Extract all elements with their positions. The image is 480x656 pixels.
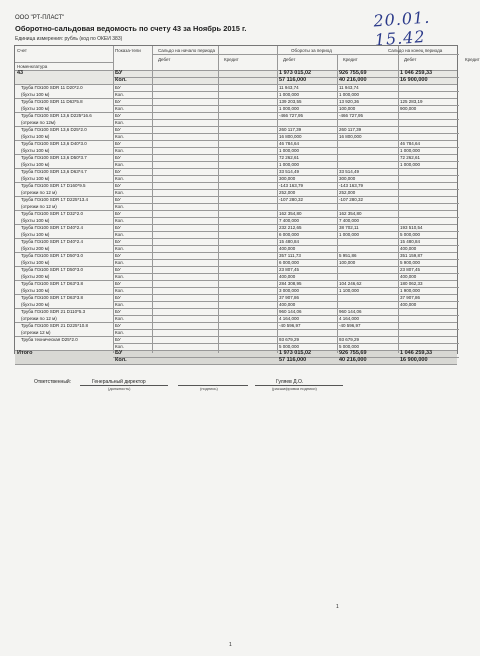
value-cd-qty: 1 000,000 xyxy=(400,148,421,153)
value-oc-sum: -466 727,95 xyxy=(339,113,364,118)
value-cd-qty: 400,000 xyxy=(400,302,417,307)
header-credit: Кредит xyxy=(343,57,358,62)
value-oc-sum: 13 920,36 xyxy=(339,99,360,104)
value-od-sum: -107 280,32 xyxy=(279,197,304,202)
indicator-bu: БУ xyxy=(115,337,121,342)
indicator-kol: Кол. xyxy=(115,120,124,125)
nomenclature-name: Труба ПЭ100 SDR 17 D225*13.4 xyxy=(21,197,88,202)
indicator-kol: Кол. xyxy=(115,288,124,293)
value-oc-qty: 1 000,000 xyxy=(339,92,360,97)
nomenclature-note: (бухты 100 м) xyxy=(21,148,50,153)
indicator-bu: БУ xyxy=(115,127,121,132)
report-title: Оборотно-сальдовая ведомость по счету 43 за Ноябрь 2015 г. xyxy=(15,24,247,33)
nomenclature-name: Труба ПЭ100 SDR 13,6 D63*4.7 xyxy=(21,169,87,174)
value-oc-sum: 33 514,49 xyxy=(339,169,360,174)
value-cd-sum: 125 283,19 xyxy=(400,99,423,104)
position-text: Генеральный директор xyxy=(92,379,146,385)
value-cd-qty: 16 900,000 xyxy=(400,357,428,363)
value-od-qty: 6 000,000 xyxy=(279,260,300,265)
value-od-qty: 5 000,000 xyxy=(279,344,300,349)
nomenclature-name: Труба ПЭ100 SDR 13,6 D50*3.7 xyxy=(21,155,87,160)
value-od-qty: 3 000,000 xyxy=(279,288,300,293)
indicator-bu: БУ xyxy=(115,281,121,286)
indicator-kol: Кол. xyxy=(115,302,124,307)
nomenclature-note: (бухты 100 м) xyxy=(21,92,50,97)
indicator-bu: БУ xyxy=(115,85,121,90)
value-oc-sum: -107 280,32 xyxy=(339,197,364,202)
value-oc-sum: 5 951,86 xyxy=(339,253,357,258)
value-oc-qty: 1 100,000 xyxy=(339,288,360,293)
indicator-kol: Кол. xyxy=(115,274,124,279)
indicator-kol: Кол. xyxy=(115,357,127,363)
value-oc-qty: 100,000 xyxy=(339,260,356,265)
nomenclature-note: (отрезки по 12 м) xyxy=(21,190,57,195)
column-divider xyxy=(113,46,114,353)
indicator-kol: Кол. xyxy=(115,176,124,181)
header-debit: Дебет xyxy=(283,57,296,62)
indicator-bu: БУ xyxy=(115,267,121,272)
nomenclature-note: (бухты 100 м) xyxy=(21,162,50,167)
value-cd-qty: 1 900,000 xyxy=(400,288,421,293)
value-od-qty: 400,000 xyxy=(279,246,296,251)
header-closing: Сальдо на конец периода xyxy=(388,48,443,53)
name-caption: (расшифровка подписи) xyxy=(272,386,317,391)
indicator-kol: Кол. xyxy=(115,232,124,237)
value-od-sum: 23 807,45 xyxy=(279,267,300,272)
value-od-qty: 57 116,000 xyxy=(279,357,307,363)
indicator-bu: БУ xyxy=(115,211,121,216)
nomenclature-name: Труба ПЭ100 SDR 13,6 D225*16.6 xyxy=(21,113,92,118)
value-cd-sum: 1 046 259,33 xyxy=(400,70,433,76)
nomenclature-note: (бухты 100 м) xyxy=(21,232,50,237)
value-od-sum: 15 480,84 xyxy=(279,239,300,244)
row-subdivider xyxy=(113,119,459,120)
indicator-bu: БУ xyxy=(115,169,121,174)
value-cd-sum: 72 262,61 xyxy=(400,155,421,160)
header-divider xyxy=(15,62,113,63)
value-od-sum: 72 262,61 xyxy=(279,155,300,160)
nomenclature-name: Труба ПЭ100 SDR 17 D40*2.4 xyxy=(21,239,83,244)
header-turnover: Обороты за период xyxy=(291,48,332,53)
indicator-bu: БУ xyxy=(115,155,121,160)
value-cd-qty: 400,000 xyxy=(400,274,417,279)
value-od-sum: -466 727,95 xyxy=(279,113,304,118)
header-opening: Сальдо на начало периода xyxy=(158,48,216,53)
value-od-sum: 260 117,39 xyxy=(279,127,302,132)
value-od-sum: 357 111,73 xyxy=(279,253,301,258)
value-cd-sum: 46 784,64 xyxy=(400,141,421,146)
value-od-qty: 6 000,000 xyxy=(279,232,300,237)
value-od-sum: 1 973 015,02 xyxy=(279,350,312,356)
value-cd-qty: 900,000 xyxy=(400,106,417,111)
indicator-kol: Кол. xyxy=(115,204,124,209)
nomenclature-note: (бухты 100 м) xyxy=(21,218,50,223)
indicator-bu: БУ xyxy=(115,141,121,146)
value-oc-qty: 7 400,000 xyxy=(339,218,360,223)
nomenclature-name: Итого xyxy=(17,350,33,356)
nomenclature-note: (отрезки по 12 м) xyxy=(21,316,57,321)
nomenclature-name: Труба ПЭ100 SDR 11 D20*2.0 xyxy=(21,85,83,90)
indicator-kol: Кол. xyxy=(115,260,124,265)
column-divider xyxy=(152,46,153,353)
value-od-qty: 300,000 xyxy=(279,176,296,181)
nomenclature-name: Труба ПЭ100 SDR 21 D110*5.3 xyxy=(21,309,86,314)
header-debit: Дебет xyxy=(158,57,171,62)
nomenclature-name: Труба ПЭ100 SDR 17 D63*3.8 xyxy=(21,295,83,300)
indicator-bu: БУ xyxy=(115,309,121,314)
value-od-qty: 252,000 xyxy=(279,190,296,195)
indicator-kol: Кол. xyxy=(115,316,124,321)
value-od-qty: 4 164,000 xyxy=(279,316,300,321)
column-divider xyxy=(398,46,399,353)
value-od-qty: 400,000 xyxy=(279,274,296,279)
report-table xyxy=(14,45,480,363)
value-oc-sum: -40 596,97 xyxy=(339,323,361,328)
value-od-sum: 46 784,64 xyxy=(279,141,300,146)
nomenclature-name: Труба ПЭ100 SDR 13,6 D25*2.0 xyxy=(21,127,87,132)
indicator-bu: БУ xyxy=(115,225,121,230)
indicator-kol: Кол. xyxy=(115,330,124,335)
column-divider xyxy=(277,46,278,353)
row-divider xyxy=(15,364,457,365)
nomenclature-note: (отрезки по 12м) xyxy=(21,120,56,125)
header-divider xyxy=(152,54,459,55)
value-cd-sum: 180 062,33 xyxy=(400,281,423,286)
nomenclature-name: 43 xyxy=(17,70,24,76)
nomenclature-note: (бухты 100 м) xyxy=(21,134,50,139)
value-od-sum: 284 308,95 xyxy=(279,281,302,286)
value-oc-sum: 38 702,11 xyxy=(339,225,359,230)
indicator-kol: Кол. xyxy=(115,134,124,139)
indicator-bu: БУ xyxy=(115,295,121,300)
indicator-bu: БУ xyxy=(115,70,123,76)
value-cd-qty: 1 000,000 xyxy=(400,162,421,167)
nomenclature-name: Труба ПЭ100 SDR 17 D63*3.8 xyxy=(21,281,83,286)
value-oc-qty: 40 216,000 xyxy=(339,77,367,83)
indicator-kol: Кол. xyxy=(115,218,124,223)
nomenclature-note: (отрезки 12 м) xyxy=(21,330,51,335)
indicator-bu: БУ xyxy=(115,99,121,104)
value-oc-sum: 104 246,62 xyxy=(339,281,362,286)
value-od-qty: 400,000 xyxy=(279,302,296,307)
value-cd-sum: 193 510,54 xyxy=(400,225,423,230)
indicator-kol: Кол. xyxy=(115,106,124,111)
header-indicator: Показа-тели xyxy=(115,48,141,53)
indicator-bu: БУ xyxy=(115,239,121,244)
value-oc-qty: 16 800,000 xyxy=(339,134,362,139)
value-cd-qty: 5 000,000 xyxy=(400,232,421,237)
value-oc-qty: 4 164,000 xyxy=(339,316,360,321)
value-cd-qty: 400,000 xyxy=(400,246,417,251)
nomenclature-name: Труба техническая D25*2.0 xyxy=(21,337,78,342)
value-cd-qty: 16 900,000 xyxy=(400,77,428,83)
indicator-kol: Кол. xyxy=(115,92,124,97)
value-od-qty: 16 800,000 xyxy=(279,134,302,139)
value-od-sum: 139 203,55 xyxy=(279,99,302,104)
responsible-label: Ответственный: xyxy=(34,379,72,385)
indicator-bu: БУ xyxy=(115,183,121,188)
signature-caption: (подпись) xyxy=(200,386,218,391)
value-od-sum: 1 973 015,02 xyxy=(279,70,312,76)
value-oc-sum: 260 117,39 xyxy=(339,127,362,132)
page-number-bottom: 1 xyxy=(229,642,232,648)
value-oc-sum: 93 679,29 xyxy=(339,337,360,342)
value-cd-qty: 5 900,000 xyxy=(400,260,421,265)
value-od-sum: 37 907,86 xyxy=(279,295,300,300)
indicator-bu: БУ xyxy=(115,350,123,356)
value-od-sum: 33 514,49 xyxy=(279,169,300,174)
org-name: ООО "РТ-ПЛАСТ" xyxy=(15,15,65,21)
value-oc-sum: 162 354,80 xyxy=(339,211,362,216)
value-oc-qty: 1 000,000 xyxy=(339,232,360,237)
value-oc-sum: 926 755,69 xyxy=(339,350,367,356)
value-od-sum: 232 212,65 xyxy=(279,225,302,230)
indicator-kol: Кол. xyxy=(115,162,124,167)
nomenclature-note: (бухты 100 м) xyxy=(21,288,50,293)
value-cd-sum: 37 907,86 xyxy=(400,295,421,300)
signer-name: Гуляев Д.О. xyxy=(276,379,304,385)
header-account: Счет xyxy=(17,48,27,53)
value-od-sum: -143 163,79 xyxy=(279,183,304,188)
handwritten-stamp: 20.01. 15.42 xyxy=(372,7,431,50)
nomenclature-name: Труба ПЭ100 SDR 11 D63*5.8 xyxy=(21,99,83,104)
value-od-qty: 1 000,000 xyxy=(279,106,300,111)
value-oc-qty: 100,000 xyxy=(339,106,356,111)
value-cd-sum: 1 046 259,33 xyxy=(400,350,433,356)
column-divider xyxy=(218,46,219,353)
page-number-top: 1 xyxy=(336,604,339,610)
value-od-sum: -40 596,97 xyxy=(279,323,301,328)
value-cd-sum: 23 807,45 xyxy=(400,267,421,272)
nomenclature-note: (бухты 100 м) xyxy=(21,106,50,111)
value-oc-sum: 11 943,74 xyxy=(339,85,359,90)
header-credit: Кредит xyxy=(465,57,480,62)
indicator-bu: БУ xyxy=(115,113,121,118)
row-subdivider xyxy=(113,329,459,330)
nomenclature-note: (отрезки по 12 м) xyxy=(21,204,57,209)
indicator-bu: БУ xyxy=(115,253,121,258)
value-cd-sum: 351 159,87 xyxy=(400,253,423,258)
value-od-qty: 57 116,000 xyxy=(279,77,307,83)
value-od-qty: 7 400,000 xyxy=(279,218,300,223)
value-oc-qty: 252,000 xyxy=(339,190,356,195)
value-od-sum: 960 144,06 xyxy=(279,309,302,314)
nomenclature-name: Труба ПЭ100 SDR 17 D32*2.0 xyxy=(21,211,83,216)
indicator-kol: Кол. xyxy=(115,190,124,195)
nomenclature-name: Труба ПЭ100 SDR 17 D160*9.5 xyxy=(21,183,86,188)
header-nomenclature: Номенклатура xyxy=(17,64,48,69)
nomenclature-note: (бухты 100 м) xyxy=(21,260,50,265)
nomenclature-name: Труба ПЭ100 SDR 17 D50*3.0 xyxy=(21,253,83,258)
nomenclature-note: (бухты 100 м) xyxy=(21,176,50,181)
indicator-bu: БУ xyxy=(115,197,121,202)
units-line: Единица измерения: рубль (код по ОКЕИ 383) xyxy=(15,36,123,42)
value-oc-sum: 926 755,69 xyxy=(339,70,367,76)
value-od-qty: 1 000,000 xyxy=(279,148,300,153)
nomenclature-name: Труба ПЭ100 SDR 13,6 D40*3.0 xyxy=(21,141,87,146)
value-oc-qty: 40 216,000 xyxy=(339,357,367,363)
nomenclature-note: (бухты 200 м) xyxy=(21,274,50,279)
value-cd-sum: 15 480,84 xyxy=(400,239,421,244)
indicator-kol: Кол. xyxy=(115,148,124,153)
value-od-sum: 93 679,29 xyxy=(279,337,300,342)
nomenclature-name: Труба ПЭ100 SDR 17 D40*2.4 xyxy=(21,225,83,230)
header-debit: Дебет xyxy=(404,57,417,62)
indicator-kol: Кол. xyxy=(115,344,124,349)
value-oc-sum: -143 163,79 xyxy=(339,183,364,188)
value-od-qty: 1 000,000 xyxy=(279,162,300,167)
value-od-qty: 1 000,000 xyxy=(279,92,300,97)
value-oc-sum: 960 144,06 xyxy=(339,309,362,314)
nomenclature-name: Труба ПЭ100 SDR 17 D50*3.0 xyxy=(21,267,83,272)
header-credit: Кредит xyxy=(224,57,239,62)
nomenclature-name: Труба ПЭ100 SDR 21 D225*10.8 xyxy=(21,323,88,328)
indicator-kol: Кол. xyxy=(115,246,124,251)
indicator-kol: Кол. xyxy=(115,77,127,83)
value-od-sum: 162 354,80 xyxy=(279,211,302,216)
position-caption: (должность) xyxy=(108,386,131,391)
nomenclature-note: (бухты 200 м) xyxy=(21,246,50,251)
value-oc-qty: 5 000,000 xyxy=(339,344,360,349)
nomenclature-note: (бухты 200 м) xyxy=(21,302,50,307)
row-subdivider xyxy=(113,203,459,204)
value-oc-qty: 300,000 xyxy=(339,176,356,181)
indicator-bu: БУ xyxy=(115,323,121,328)
value-od-sum: 11 943,74 xyxy=(279,85,299,90)
